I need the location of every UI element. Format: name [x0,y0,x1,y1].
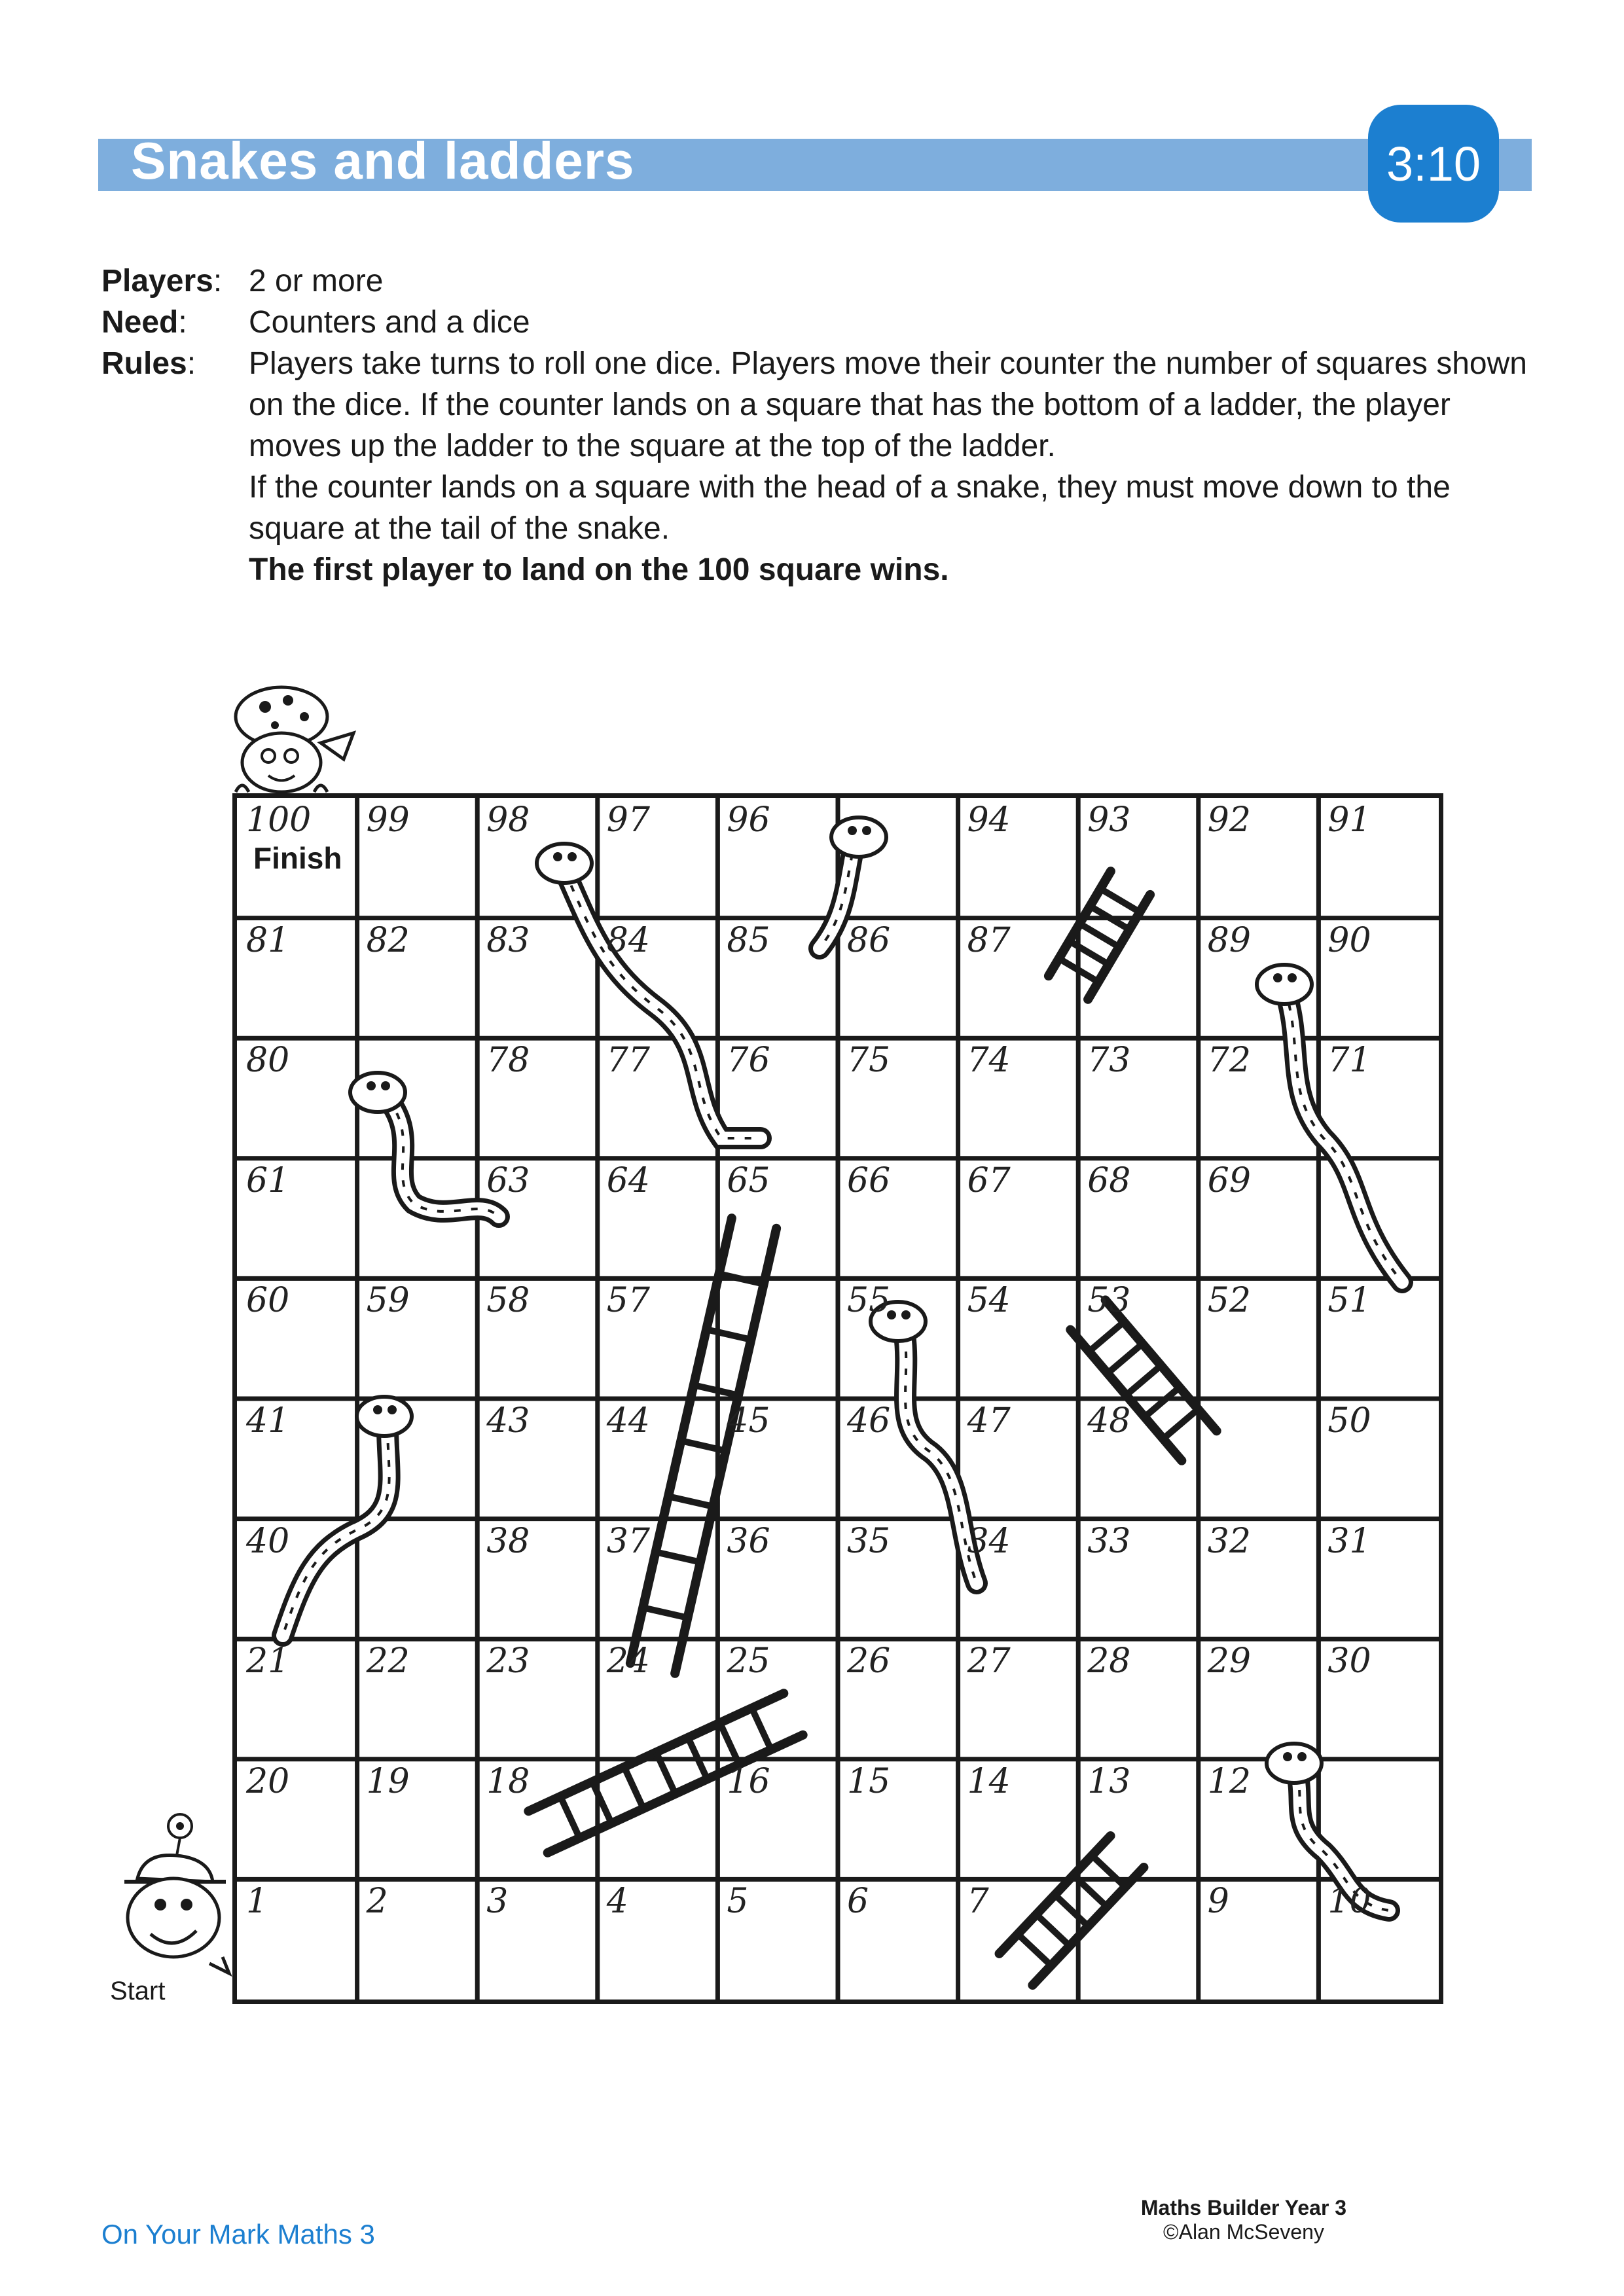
finish-mascot-icon [209,681,367,798]
board-cell-number: 15 [847,1761,891,1801]
board-cell-number: 13 [1087,1761,1131,1801]
board-cell-number: 78 [486,1041,530,1081]
game-board [232,793,1443,2004]
board-cell-number: 27 [967,1641,1011,1681]
board-cell-number: 45 [727,1401,770,1441]
snake-98 [537,844,761,1138]
board-cell-number: 67 [967,1160,1011,1200]
footer-series-title: On Your Mark Maths 3 [101,2219,375,2250]
board-cell-number: 53 [1087,1281,1131,1321]
board-cell-number: 23 [486,1641,530,1681]
board-cell-number: 18 [486,1761,530,1801]
ladder-5 [1000,1836,1144,1985]
board-cell-number: 66 [847,1160,891,1200]
board-cell-number: 63 [486,1160,530,1200]
board-grid [237,798,1439,2000]
board-cell-number: 22 [366,1641,410,1681]
board-cell-number: 50 [1327,1401,1371,1441]
board-cell-number: 87 [967,920,1011,960]
board-cell-number: 74 [967,1041,1011,1081]
board-cell-number: 30 [1327,1641,1371,1681]
board-cell-number: 69 [1207,1160,1251,1200]
board-cell-number: 29 [1207,1641,1251,1681]
board-cell-number: 48 [1087,1401,1131,1441]
page-title: Snakes and ladders [131,132,635,190]
board-cell-number: 85 [727,920,770,960]
board-cell-number: 90 [1327,920,1371,960]
board-cell-number: 2 [366,1882,388,1922]
footer-book-title: Maths Builder Year 3 [1140,2196,1347,2219]
ladder-2 [630,1218,776,1674]
start-label: Start [110,1977,166,2005]
board-cell-number: 81 [246,920,290,960]
board-cell-number: 94 [967,800,1011,840]
board-cell-number: 1 [246,1882,268,1922]
footer-credits [1080,2196,1407,2244]
board-cell-number: 76 [727,1041,770,1081]
board-cell-number: 14 [967,1761,1011,1801]
board-cell-number: 41 [246,1401,290,1441]
board-cell-number: 34 [967,1521,1011,1561]
board-cell-number: 5 [727,1882,749,1922]
board-cell-number: 9 [1207,1882,1229,1922]
players-value: 2 or more [249,264,384,298]
rules-text [249,343,1551,590]
board-cell-number: 99 [366,800,410,840]
board-cell-number: 68 [1087,1160,1131,1200]
board-cell-number: 54 [967,1281,1011,1321]
board-cell-number: 46 [847,1401,891,1441]
board-cell-number: 82 [366,920,410,960]
start-mascot-icon [98,1806,242,1983]
board-cell-number: 96 [727,800,770,840]
board-cell-number: 65 [727,1160,770,1200]
board-cell-number: 21 [246,1641,290,1681]
board-cell-number: 75 [847,1041,891,1081]
board-cell-number: 80 [246,1041,290,1081]
board-cell-number: 72 [1207,1041,1251,1081]
board-cell-number: 40 [246,1521,290,1561]
need-value: Counters and a dice [249,305,530,340]
activity-badge: 3:10 [1368,105,1499,223]
board-cell-number: 61 [246,1160,290,1200]
board-cell-number: 97 [606,800,650,840]
board-cell-number: 44 [606,1401,650,1441]
board-cell-number: 89 [1207,920,1251,960]
board-cell-number: 35 [847,1521,891,1561]
board-cell-number: 52 [1207,1281,1251,1321]
board-cell-number: 25 [727,1641,770,1681]
board-cell-number: 38 [486,1521,530,1561]
board-cell-number: 7 [967,1882,989,1922]
board-cell-number: 28 [1087,1641,1131,1681]
rules-paragraph-2: If the counter lands on a square with the head of a snake, they must move down to the square at the tail of the snake. [249,470,1451,546]
footer-copyright: ©Alan McSeveny [1163,2220,1324,2244]
board-cell-number: 43 [486,1401,530,1441]
board-cell-number: 93 [1087,800,1131,840]
board-cell-number: 3 [486,1882,509,1922]
snake-42 [283,1397,412,1636]
board-cell-number: 31 [1327,1521,1371,1561]
board-cell-number: 84 [606,920,650,960]
finish-label: Finish [253,841,342,875]
board-cell-number: 47 [967,1401,1011,1441]
ladder-1 [1049,871,1150,999]
board-cell-number: 33 [1087,1521,1131,1561]
board-cell-number: 37 [606,1521,650,1561]
board-cell-number: 55 [847,1281,891,1321]
board-cell-number: 71 [1327,1041,1371,1081]
board-cell-number: 60 [246,1281,290,1321]
board-cell-number: 57 [606,1281,650,1321]
board-cell-number: 64 [606,1160,650,1200]
board-cell-number: 92 [1207,800,1251,840]
board-cell-number: 73 [1087,1041,1131,1081]
rules-paragraph-1: Players take turns to roll one dice. Players move their counter the number of squares shown on the dice. If the counter lands on a square that has the bottom of a ladder, the player moves up the ladder to the square at the top of the ladder. [249,346,1527,463]
board-cell-number: 10 [1327,1882,1371,1922]
players-label: Players: [101,264,223,298]
board-cell-number: 98 [486,800,530,840]
need-label: Need: [101,305,187,340]
board-cell-number: 24 [606,1641,650,1681]
board-cell-number: 36 [727,1521,770,1561]
board-cell-number: 77 [606,1041,650,1081]
rules-label: Rules: [101,346,196,381]
board-cell-number: 16 [727,1761,770,1801]
board-cell-number: 83 [486,920,530,960]
board-cell-number: 6 [847,1882,869,1922]
board-cell-number: 91 [1327,800,1371,840]
board-cell-number: 26 [847,1641,891,1681]
board-cell-number: 51 [1327,1281,1371,1321]
board-cell-number: 12 [1207,1761,1251,1801]
board-cell-number: 86 [847,920,891,960]
board-cell-number: 19 [366,1761,410,1801]
board-cell-number: 20 [246,1761,290,1801]
board-cell-number: 58 [486,1281,530,1321]
board-cell-number: 59 [366,1281,410,1321]
snake-89 [1257,965,1402,1282]
board-cell-number: 4 [606,1882,628,1922]
board-cell-number: 100 [246,800,312,840]
rules-paragraph-3: The first player to land on the 100 square wins. [249,552,949,587]
board-cell-number: 32 [1207,1521,1251,1561]
